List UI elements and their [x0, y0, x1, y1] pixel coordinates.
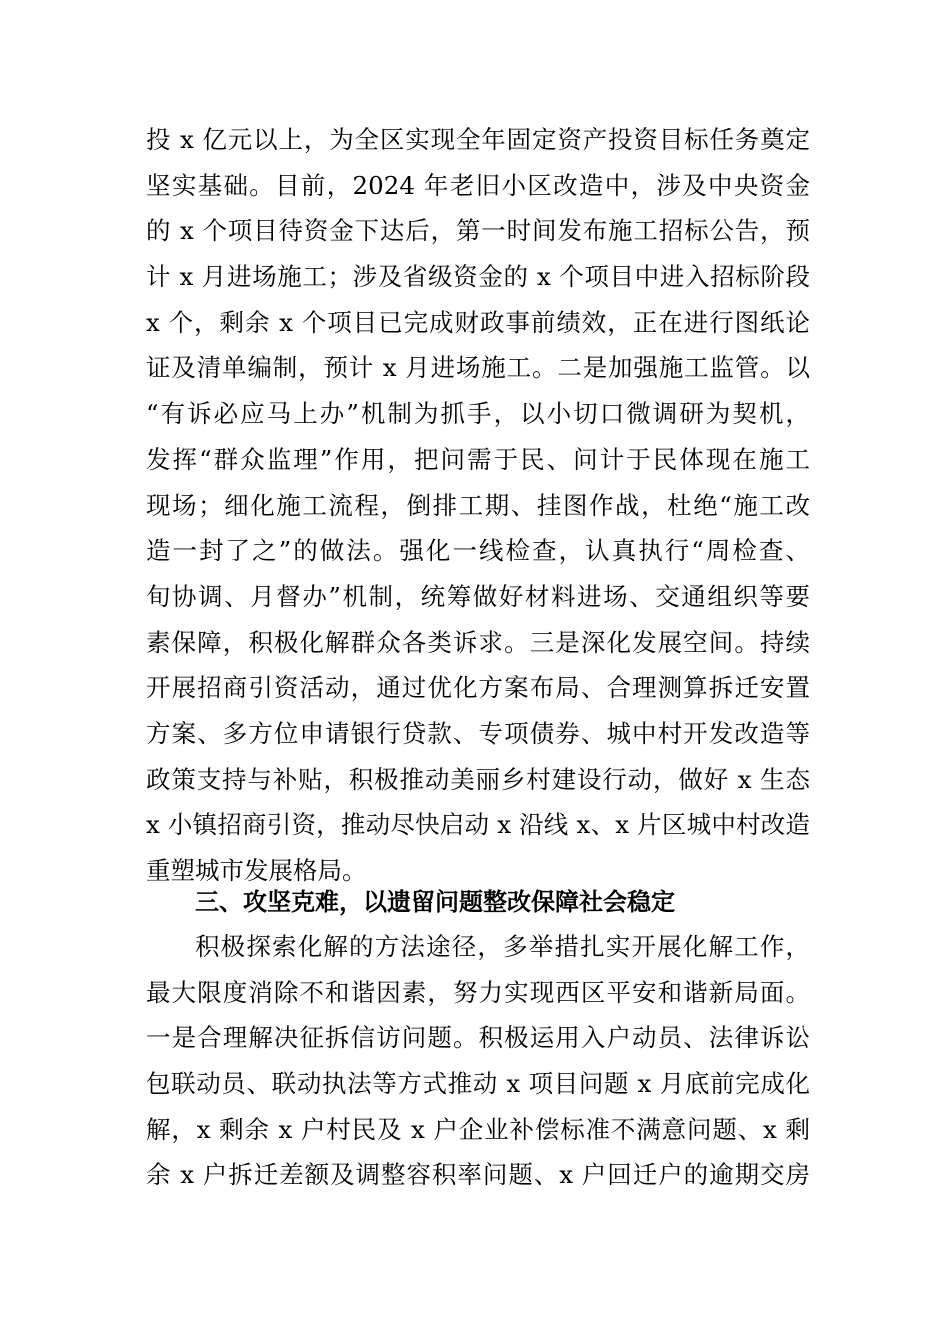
text-line: 方案、多方位申请银行贷款、专项债券、城中村开发改造等: [146, 718, 810, 748]
text-line: x 小镇招商引资，推动尽快启动 x 沿线 x、x 片区城中村改造: [146, 810, 810, 840]
text-line: 最大限度消除不和谐因素，努力实现西区平安和谐新局面。: [146, 977, 810, 1007]
text-line: 证及清单编制，预计 x 月进场施工。二是加强施工监管。以: [146, 353, 810, 383]
text-line: 积极探索化解的方法途径，多举措扎实开展化解工作，: [195, 932, 810, 961]
text-line: 的 x 个项目待资金下达后，第一时间发布施工招标公告，预: [146, 216, 810, 246]
text-line: 政策支持与补贴，积极推动美丽乡村建设行动，做好 x 生态: [146, 764, 810, 794]
text-line: 发挥“群众监理”作用，把问需于民、问计于民体现在施工: [146, 444, 810, 474]
text-line: 一是合理解决征拆信访问题。积极运用入户动员、法律诉讼: [146, 1023, 810, 1053]
text-line: 坚实基础。目前，2024 年老旧小区改造中，涉及中央资金: [146, 170, 810, 200]
text-line: 开展招商引资活动，通过优化方案布局、合理测算拆迁安置: [146, 673, 810, 703]
body-paragraph: [146, 117, 810, 894]
text-line: 计 x 月进场施工；涉及省级资金的 x 个项目中进入招标阶段: [146, 262, 810, 292]
text-line: x 个，剩余 x 个项目已完成财政事前绩效，正在进行图纸论: [146, 307, 810, 337]
text-line: 现场；细化施工流程，倒排工期、挂图作战，杜绝“施工改: [146, 490, 810, 520]
text-line: 旬协调、月督办”机制，统筹做好材料进场、交通组织等要: [146, 581, 810, 611]
text-line: 造一封了之”的做法。强化一线检查，认真执行“周检查、: [146, 536, 810, 566]
section-heading: 三、攻坚克难，以遗留问题整改保障社会稳定: [195, 888, 675, 916]
text-line: “有诉必应马上办”机制为抓手，以小切口微调研为契机，: [146, 399, 810, 429]
text-line: 投 x 亿元以上，为全区实现全年固定资产投资目标任务奠定: [146, 125, 810, 154]
text-line: 余 x 户拆迁差额及调整容积率问题、x 户回迁户的逾期交房: [146, 1160, 810, 1190]
text-line: 素保障，积极化解群众各类诉求。三是深化发展空间。持续: [146, 627, 810, 657]
text-line: 重塑城市发展格局。: [146, 856, 367, 885]
body-paragraph: [146, 924, 810, 1198]
text-line: 包联动员、联动执法等方式推动 x 项目问题 x 月底前完成化: [146, 1069, 810, 1099]
text-line: 解，x 剩余 x 户村民及 x 户企业补偿标准不满意问题、x 剩: [146, 1114, 810, 1144]
